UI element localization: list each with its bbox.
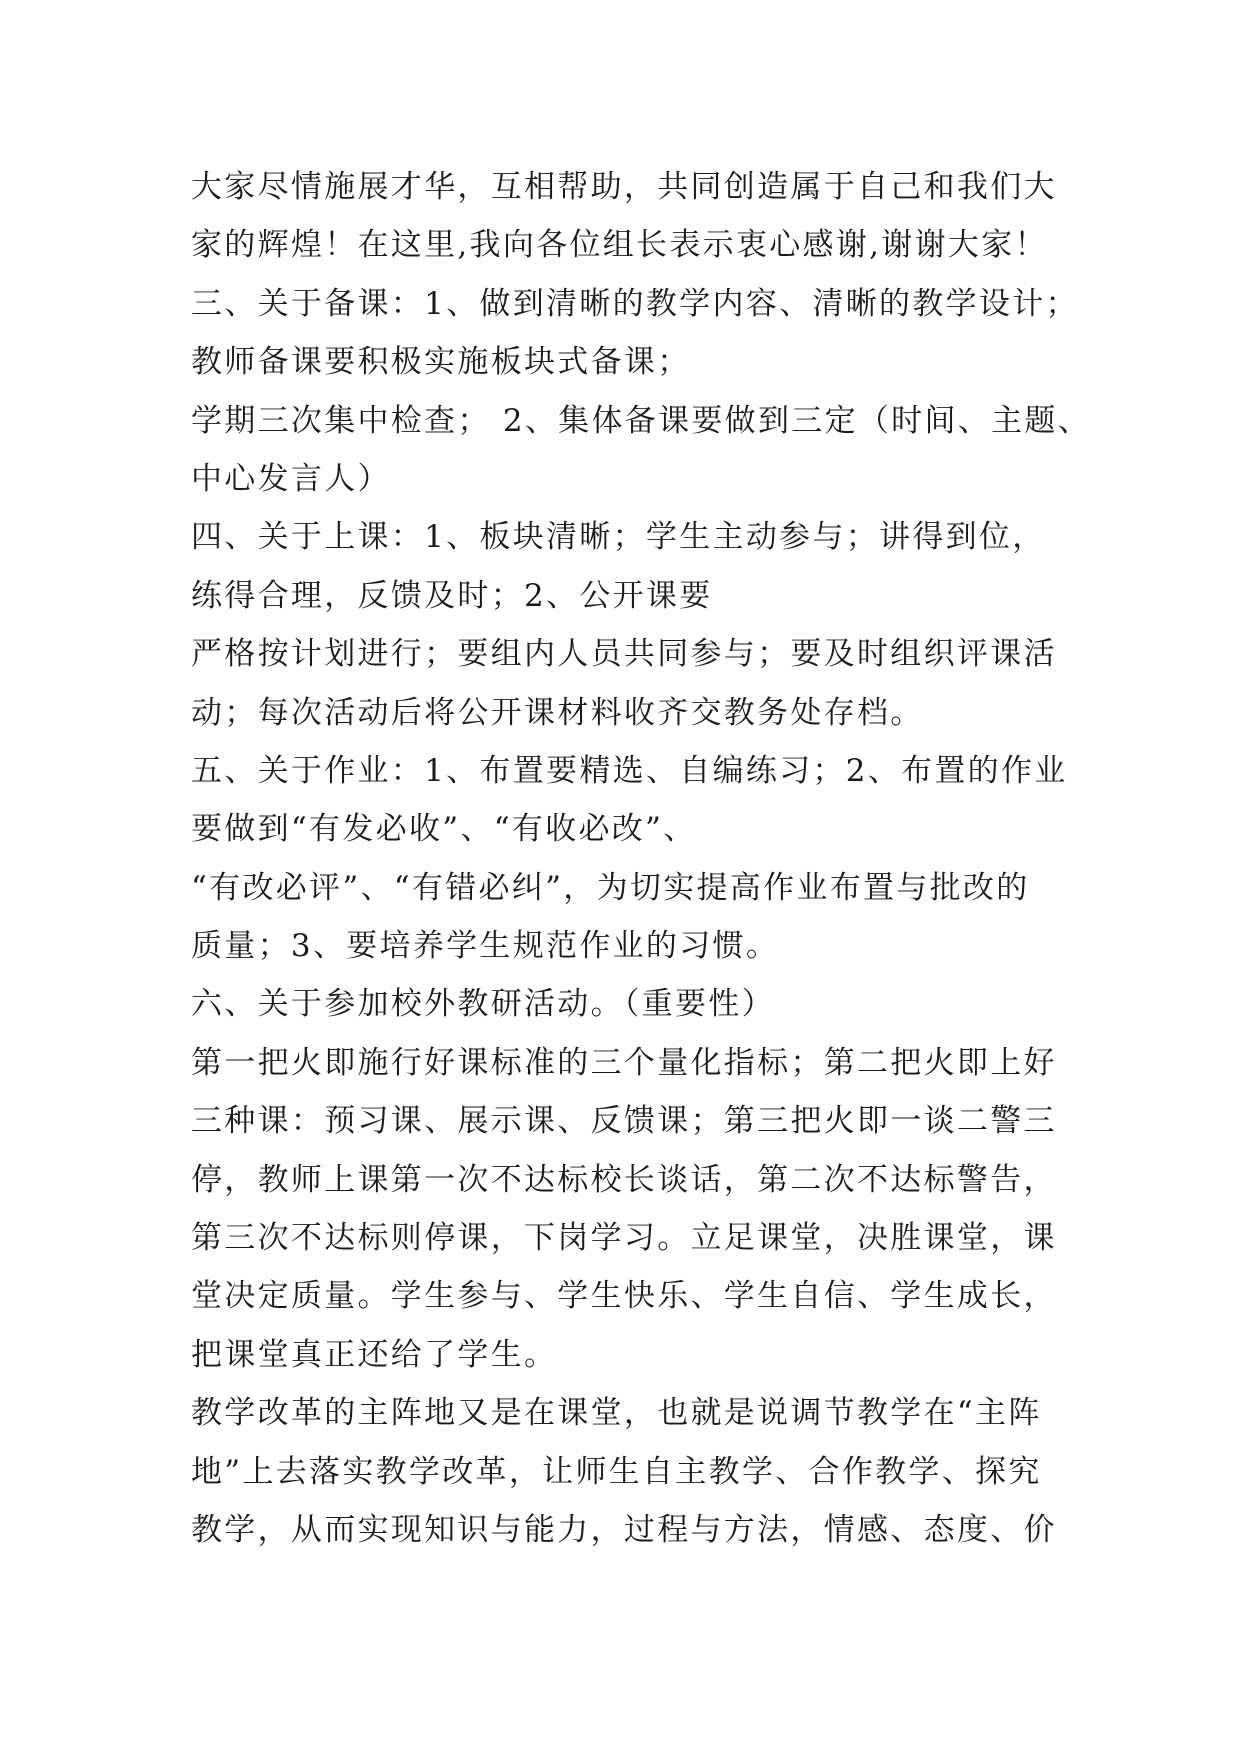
text-line: 质量；3、要培养学生规范作业的习惯。 bbox=[191, 928, 780, 965]
text-line: 动；每次活动后将公开课材料收齐交教务处存档。 bbox=[191, 694, 924, 731]
text-line: 教师备课要积极实施板块式备课； bbox=[191, 344, 691, 381]
text-line: 第一把火即施行好课标准的三个量化指标；第二把火即上好 bbox=[191, 1044, 1057, 1081]
text-line: 练得合理，反馈及时；2、公开课要 bbox=[191, 577, 713, 614]
text-line: 大家尽情施展才华，互相帮助，共同创造属于自己和我们大 bbox=[191, 169, 1057, 205]
text-line: 教学改革的主阵地又是在课堂，也就是说调节教学在“主阵 bbox=[191, 1395, 1042, 1432]
text-line: 严格按计划进行；要组内人员共同参与；要及时组织评课活 bbox=[191, 636, 1057, 673]
text-line: 四、关于上课：1、板块清晰；学生主动参与；讲得到位， bbox=[191, 519, 1046, 556]
text-line: 停，教师上课第一次不达标校长谈话，第二次不达标警告， bbox=[191, 1161, 1057, 1198]
text-line: 教学，从而实现知识与能力，过程与方法，情感、态度、价 bbox=[191, 1511, 1057, 1548]
text-line: 六、关于参加校外教研活动。（重要性） bbox=[191, 986, 775, 1023]
text-line: 堂决定质量。学生参与、学生快乐、学生自信、学生成长， bbox=[191, 1278, 1057, 1315]
text-line: 三种课：预习课、展示课、反馈课；第三把火即一谈二警三 bbox=[191, 1103, 1057, 1140]
text-line: “有改必评”、“有错必纠”，为切实提高作业布置与批改的 bbox=[191, 869, 1030, 906]
text-line: 地”上去落实教学改革，让师生自主教学、合作教学、探究 bbox=[191, 1453, 1042, 1490]
text-line: 中心发言人） bbox=[191, 460, 391, 497]
text-line: 五、关于作业：1、布置要精选、自编练习；2、布置的作业 bbox=[191, 752, 1068, 789]
text-line: 要做到“有发必收”、“有收必改”、 bbox=[191, 811, 697, 848]
text-line: 把课堂真正还给了学生。 bbox=[191, 1336, 558, 1373]
text-line: 三、关于备课：1、做到清晰的教学内容、清晰的教学设计； bbox=[191, 285, 1079, 322]
text-line: 学期三次集中检查； 2、集体备课要做到三定（时间、主题、 bbox=[191, 402, 1091, 439]
text-line: 第三次不达标则停课，下岗学习。立足课堂，决胜课堂，课 bbox=[191, 1220, 1057, 1257]
document-body bbox=[191, 158, 1091, 1559]
text-line: 家的辉煌！在这里,我向各位组长表示衷心感谢,谢谢大家！ bbox=[191, 227, 1048, 264]
